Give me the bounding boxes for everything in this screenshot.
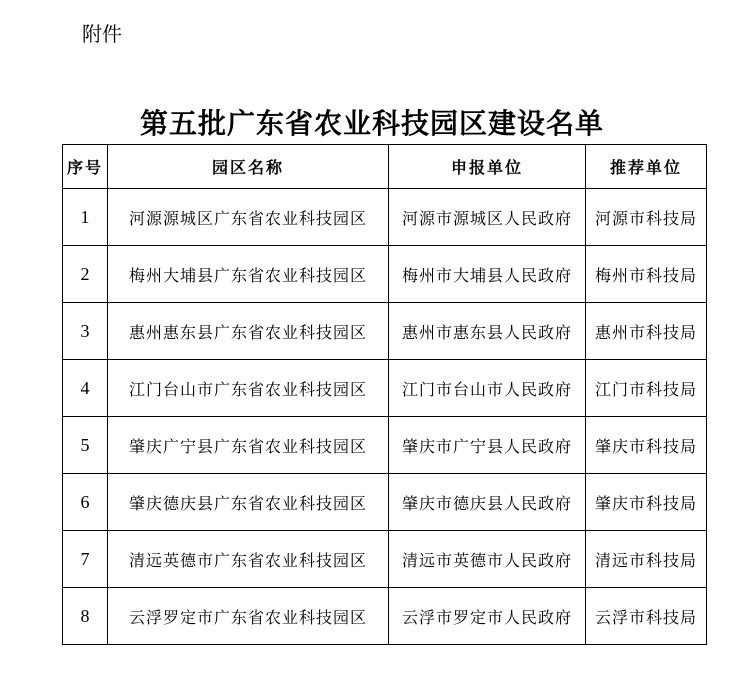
table-row: [63, 417, 707, 474]
table-row: [63, 246, 707, 303]
row-applicant: 肇庆市德庆县人民政府: [389, 474, 586, 531]
table-row: [63, 360, 707, 417]
row-recommender: 江门市科技局: [586, 360, 707, 417]
row-applicant: 清远市英德市人民政府: [389, 531, 586, 588]
attachment-label: 附件: [82, 22, 122, 46]
table-row: [63, 303, 707, 360]
header-applicant: 申报单位: [389, 145, 586, 189]
header-recommender: 推荐单位: [586, 145, 707, 189]
row-index: 5: [63, 417, 108, 474]
document-title: 第五批广东省农业科技园区建设名单: [139, 107, 604, 140]
table-row: [63, 474, 707, 531]
row-index: 6: [63, 474, 108, 531]
row-recommender: 肇庆市科技局: [586, 474, 707, 531]
table-row: [63, 588, 707, 645]
row-index: 1: [63, 189, 108, 246]
row-applicant: 河源市源城区人民政府: [389, 189, 586, 246]
row-recommender: 惠州市科技局: [586, 303, 707, 360]
row-recommender: 肇庆市科技局: [586, 417, 707, 474]
header-park-name: 园区名称: [108, 145, 389, 189]
row-index: 4: [63, 360, 108, 417]
row-index: 2: [63, 246, 108, 303]
row-park-name: 梅州大埔县广东省农业科技园区: [108, 246, 389, 303]
row-park-name: 肇庆德庆县广东省农业科技园区: [108, 474, 389, 531]
row-applicant: 云浮市罗定市人民政府: [389, 588, 586, 645]
row-park-name: 肇庆广宁县广东省农业科技园区: [108, 417, 389, 474]
row-park-name: 惠州惠东县广东省农业科技园区: [108, 303, 389, 360]
row-recommender: 云浮市科技局: [586, 588, 707, 645]
row-recommender: 河源市科技局: [586, 189, 707, 246]
row-applicant: 肇庆市广宁县人民政府: [389, 417, 586, 474]
row-recommender: 清远市科技局: [586, 531, 707, 588]
table-header-row: [63, 145, 707, 189]
row-index: 7: [63, 531, 108, 588]
row-park-name: 清远英德市广东省农业科技园区: [108, 531, 389, 588]
row-applicant: 梅州市大埔县人民政府: [389, 246, 586, 303]
row-index: 8: [63, 588, 108, 645]
park-list-table: [62, 144, 707, 645]
row-index: 3: [63, 303, 108, 360]
row-recommender: 梅州市科技局: [586, 246, 707, 303]
row-applicant: 惠州市惠东县人民政府: [389, 303, 586, 360]
header-index: 序号: [63, 145, 108, 189]
row-applicant: 江门市台山市人民政府: [389, 360, 586, 417]
row-park-name: 江门台山市广东省农业科技园区: [108, 360, 389, 417]
row-park-name: 云浮罗定市广东省农业科技园区: [108, 588, 389, 645]
row-park-name: 河源源城区广东省农业科技园区: [108, 189, 389, 246]
table-row: [63, 189, 707, 246]
table-row: [63, 531, 707, 588]
